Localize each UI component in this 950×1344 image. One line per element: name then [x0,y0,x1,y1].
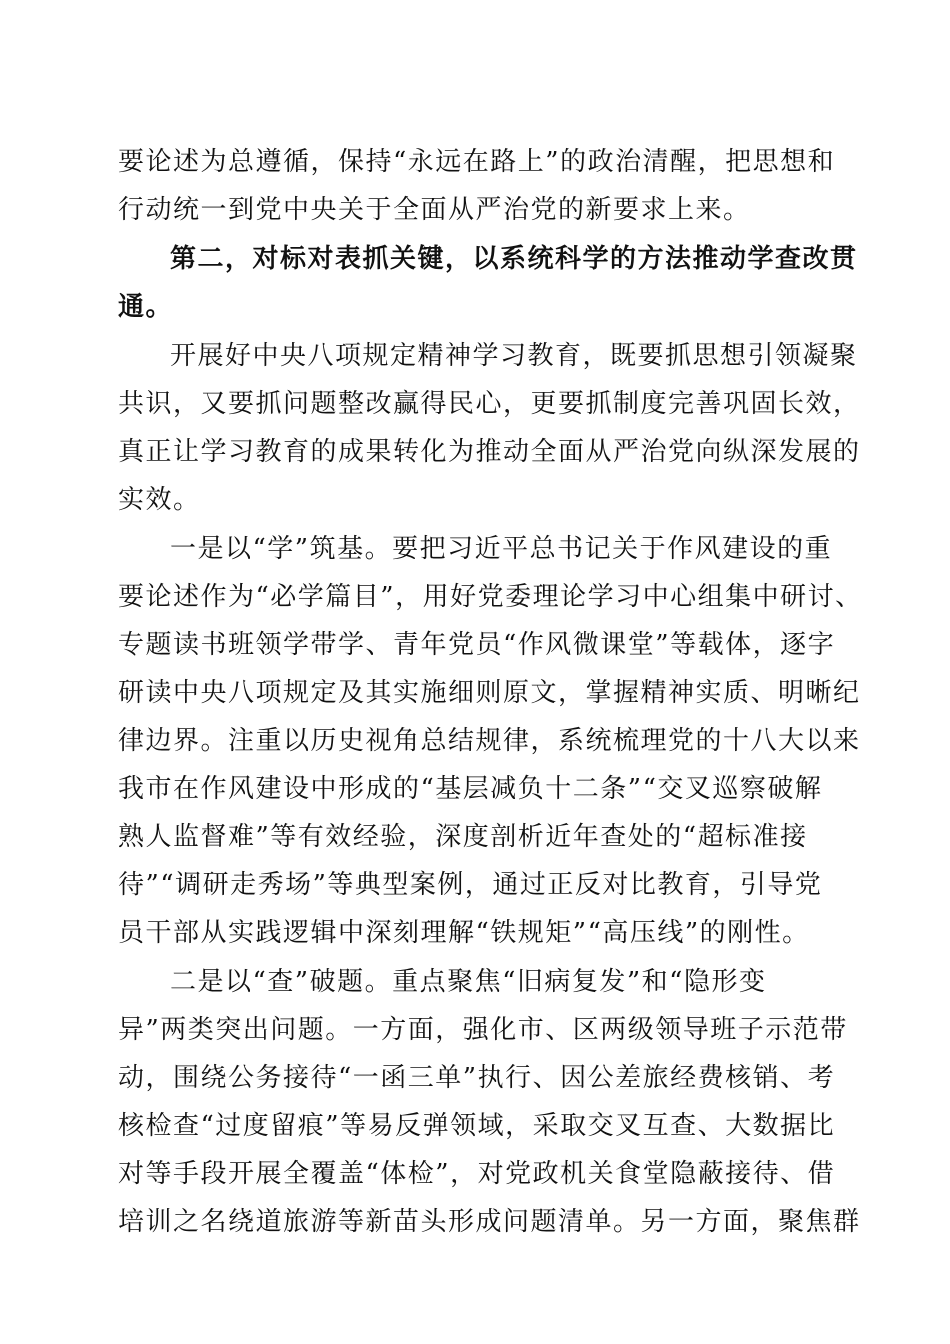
section-heading-line-2: 通。 [118,292,174,322]
paragraph-5-line-5: 对等手段开展全覆盖“体检”，对党政机关食堂隐蔽接待、借 [118,1159,836,1189]
paragraph-3-line-2: 共识，又要抓问题整改赢得民心，更要抓制度完善巩固长效， [118,389,861,419]
paragraph-1-line-2: 行动统一到党中央关于全面从严治党的新要求上来。 [118,195,751,225]
paragraph-3-line-3: 真正让学习教育的成果转化为推动全面从严治党向纵深发展的 [118,437,861,467]
paragraph-4-line-7: 熟人监督难”等有效经验，深度剖析近年查处的“超标准接 [118,822,808,852]
paragraph-4-line-5: 律边界。注重以历史视角总结规律，系统梳理党的十八大以来 [118,726,861,756]
paragraph-3-line-4: 实效。 [118,485,201,515]
paragraph-5-line-4: 核检查“过度留痕”等易反弹领域，采取交叉互查、大数据比 [118,1111,836,1141]
paragraph-5-line-3: 动，围绕公务接待“一函三单”执行、因公差旅经费核销、考 [118,1063,836,1093]
section-heading-line-1: 第二，对标对表抓关键，以系统科学的方法推动学查改贯 [170,244,858,274]
paragraph-5-line-2: 异”两类突出问题。一方面，强化市、区两级领导班子示范带 [118,1015,848,1045]
paragraph-5-line-6: 培训之名绕道旅游等新苗头形成问题清单。另一方面，聚焦群 [118,1207,861,1237]
paragraph-4-line-4: 研读中央八项规定及其实施细则原文，掌握精神实质、明晰纪 [118,678,861,708]
paragraph-4-line-3: 专题读书班领学带学、青年党员“作风微课堂”等载体，逐字 [118,630,836,660]
paragraph-5-line-1: 二是以“查”破题。重点聚焦“旧病复发”和“隐形变 [170,967,767,997]
paragraph-4-line-2: 要论述作为“必学篇目”，用好党委理论学习中心组集中研讨、 [118,582,863,612]
paragraph-4-line-9: 员干部从实践逻辑中深刻理解“铁规矩”“高压线”的刚性。 [118,918,810,948]
paragraph-4-line-8: 待”“调研走秀场”等典型案例，通过正反对比教育，引导党 [118,870,823,900]
paragraph-3-line-1: 开展好中央八项规定精神学习教育，既要抓思想引领凝聚 [170,341,858,371]
paragraph-4-line-1: 一是以“学”筑基。要把习近平总书记关于作风建设的重 [170,534,833,564]
paragraph-1-line-1: 要论述为总遵循，保持“永远在路上”的政治清醒，把思想和 [118,147,836,177]
paragraph-4-line-6: 我市在作风建设中形成的“基层减负十二条”“交叉巡察破解 [118,774,823,804]
